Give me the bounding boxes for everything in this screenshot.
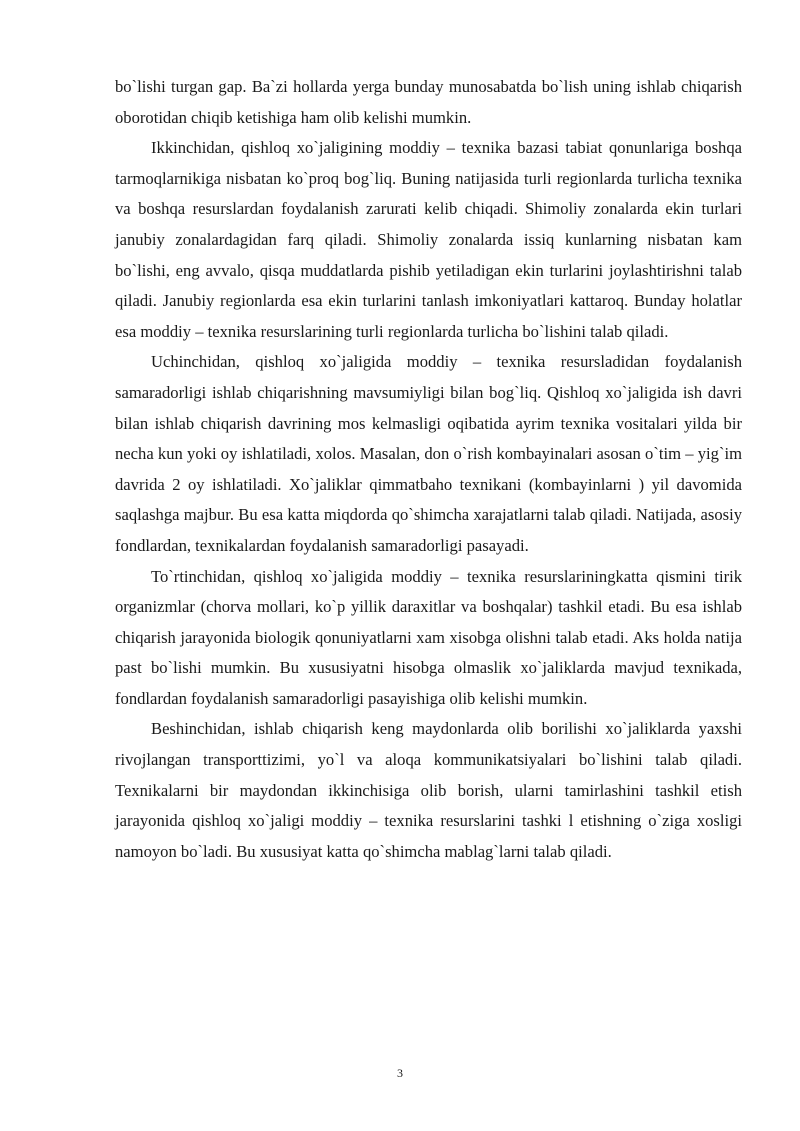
document-body bbox=[115, 72, 742, 867]
paragraph-uchinchidan: Uchinchidan, qishloq xo`jaligida moddiy – texnika resursladidan foydalanish samaradorligi ishlab chiqarishning mavsumiyligi bilan bog`liq. Qishloq xo`jaligida ish davri bilan ishlab chiqarish davrining mos kelmasligi oqibatida ayrim texnika vositalari yilda bir necha kun yoki oy ishlatiladi, xolos. Masalan, don o`rish kombayinalari asosan o`tim – yig`im davrida 2 oy ishlatiladi. Xo`jaliklar qimmatbaho texnikani (kombayinlarni ) yil davomida saqlashga majbur. Bu esa katta miqdorda qo`shimcha xarajatlarni talab qiladi. Natijada, asosiy fondlardan, texnikalardan foydalanish samaradorligi pasayadi. bbox=[115, 352, 742, 555]
paragraph-ikkinchidan: Ikkinchidan, qishloq xo`jaligining moddiy – texnika bazasi tabiat qonunlariga boshqa tarmoqlarnikiga nisbatan ko`proq bog`liq. Buning natijasida turli regionlarda turlicha texnika va boshqa resurslardan foydalanish zarurati kelib chiqadi. Shimoliy zonalarda ekin turlari janubiy zonalardagidan farq qiladi. Shimoliy zonalarda issiq kunlarning nisbatan kam bo`lishi, eng avvalo, qisqa muddatlarda pishib yetiladigan ekin turlarini joylashtirishni talab qiladi. Janubiy regionlarda esa ekin turlarini tanlash imkoniyatlari kattaroq. Bunday holatlar esa moddiy – texnika resurslarining turli regionlarda turlicha bo`lishini talab qiladi. bbox=[115, 138, 742, 341]
page-number: 3 bbox=[397, 1066, 403, 1080]
paragraph-tortinchidan: To`rtinchidan, qishloq xo`jaligida moddiy – texnika resurslariningkatta qismini tirik organizmlar (chorva mollari, ko`p yillik daraxitlar va boshqalar) tashkil etadi. Bu esa ishlab chiqarish jarayonida biologik qonuniyatlarni xam xisobga olishni talab etadi. Aks holda natija past bo`lishi mumkin. Bu xususiyatni hisobga olmaslik xo`jaliklarda mavjud texnikada, fondlardan foydalanish samaradorligi pasayishiga olib kelishi mumkin. bbox=[115, 566, 742, 708]
paragraph-beshinchidan: Beshinchidan, ishlab chiqarish keng maydonlarda olib borilishi xo`jaliklarda yaxshi rivojlangan transporttizimi, yo`l va aloqa kommunikatsiyalari bo`lishini talab qiladi. Texnikalarni bir maydondan ikkinchisiga olib borish, ularni tamirlashini tashkil etish jarayonida qishloq xo`jaligi moddiy – texnika resurslarini tashki l etishning o`ziga xosligi namoyon bo`ladi. Bu xususiyat katta qo`shimcha mablag`larni talab qiladi. bbox=[115, 719, 742, 861]
paragraph-continuation: bo`lishi turgan gap. Ba`zi hollarda yerga bunday munosabatda bo`lish uning ishlab chiqarish oborotidan chiqib ketishiga ham olib kelishi mumkin. bbox=[115, 77, 742, 127]
